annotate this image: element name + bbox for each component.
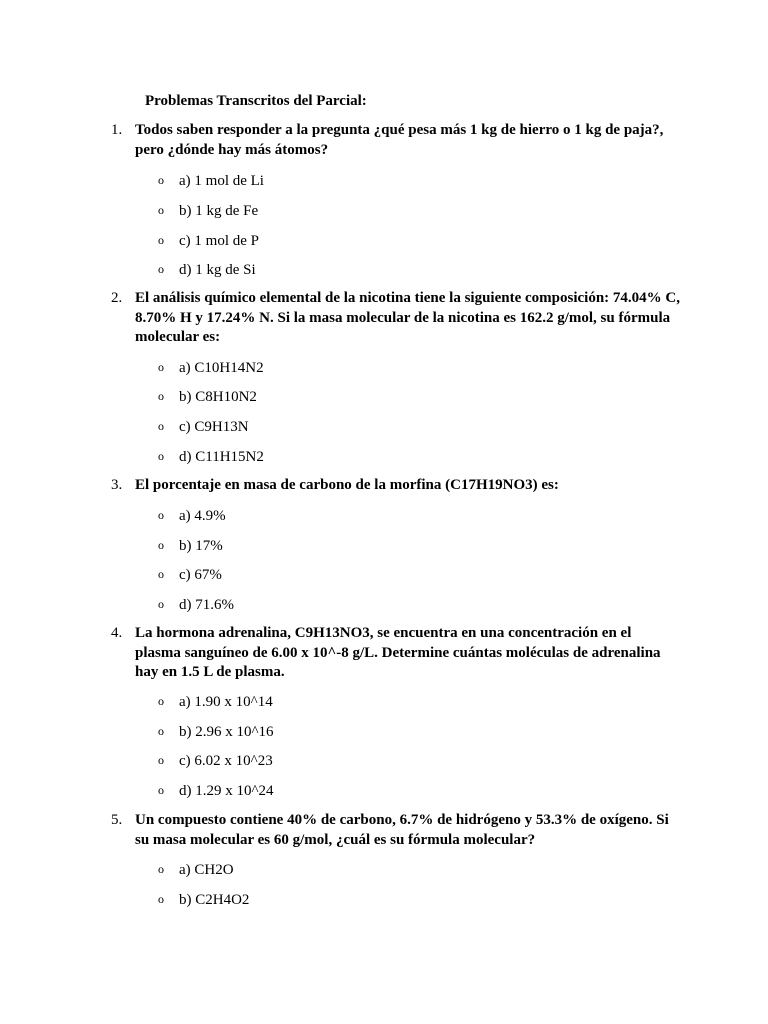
bullet-icon: o — [158, 449, 164, 463]
question-1-option-d: o d) 1 kg de Si — [158, 262, 256, 278]
question-4-option-a: o a) 1.90 x 10^14 — [158, 694, 273, 710]
question-5-number: 5. — [111, 812, 123, 828]
question-2-text: El análisis químico elemental de la nicotina tiene la siguiente composición: 74.04% C, 8.70% H y 17.24% N. Si la masa molecular de la nicotina es 162.2 g/mol, su fórmula molecular es: — [135, 290, 680, 345]
bullet-icon: o — [158, 233, 164, 247]
question-4-option-c: o c) 6.02 x 10^23 — [158, 753, 273, 769]
bullet-icon: o — [158, 419, 164, 433]
bullet-icon: o — [158, 753, 164, 767]
bullet-icon: o — [158, 262, 164, 276]
question-1-option-c: o c) 1 mol de P — [158, 233, 259, 249]
question-3-number: 3. — [111, 477, 123, 493]
question-5-text: Un compuesto contiene 40% de carbono, 6.7% de hidrógeno y 53.3% de oxígeno. Si su masa molecular es 60 g/mol, ¿cuál es su fórmula molecular? — [135, 812, 669, 848]
question-2-option-c: o c) C9H13N — [158, 419, 249, 435]
question-5-option-b: o b) C2H4O2 — [158, 892, 250, 908]
bullet-icon: o — [158, 567, 164, 581]
question-3-text: El porcentaje en masa de carbono de la morfina (C17H19NO3) es: — [135, 477, 559, 493]
question-2-option-a: o a) C10H14N2 — [158, 360, 264, 376]
bullet-icon: o — [158, 862, 164, 876]
question-5-option-a: o a) CH2O — [158, 862, 234, 878]
question-3-option-d: o d) 71.6% — [158, 597, 234, 613]
bullet-icon: o — [158, 173, 164, 187]
question-4-number: 4. — [111, 625, 123, 641]
question-1-number: 1. — [111, 122, 123, 138]
question-2-option-b: o b) C8H10N2 — [158, 389, 257, 405]
question-1-option-b: o b) 1 kg de Fe — [158, 203, 259, 219]
question-1-option-a: o a) 1 mol de Li — [158, 173, 264, 189]
question-4-option-b: o b) 2.96 x 10^16 — [158, 724, 274, 740]
question-4-text: La hormona adrenalina, C9H13NO3, se encuentra en una concentración en el plasma sanguíneo de 6.00 x 10^-8 g/L. Determine cuántas moléculas de adrenalina hay en 1.5 L de plasma. — [135, 625, 661, 680]
question-2-option-d: o d) C11H15N2 — [158, 449, 264, 465]
bullet-icon: o — [158, 508, 164, 522]
bullet-icon: o — [158, 538, 164, 552]
bullet-icon: o — [158, 724, 164, 738]
question-4-option-d: o d) 1.29 x 10^24 — [158, 783, 274, 799]
document-title: Problemas Transcritos del Parcial: — [145, 93, 367, 109]
question-3-option-a: o a) 4.9% — [158, 508, 226, 524]
bullet-icon: o — [158, 783, 164, 797]
bullet-icon: o — [158, 389, 164, 403]
bullet-icon: o — [158, 892, 164, 906]
bullet-icon: o — [158, 597, 164, 611]
question-2-number: 2. — [111, 290, 123, 306]
question-3-option-b: o b) 17% — [158, 538, 223, 554]
question-1-text: Todos saben responder a la pregunta ¿qué pesa más 1 kg de hierro o 1 kg de paja?, pero ¿dónde hay más átomos? — [135, 122, 664, 158]
bullet-icon: o — [158, 360, 164, 374]
bullet-icon: o — [158, 203, 164, 217]
bullet-icon: o — [158, 694, 164, 708]
question-3-option-c: o c) 67% — [158, 567, 222, 583]
